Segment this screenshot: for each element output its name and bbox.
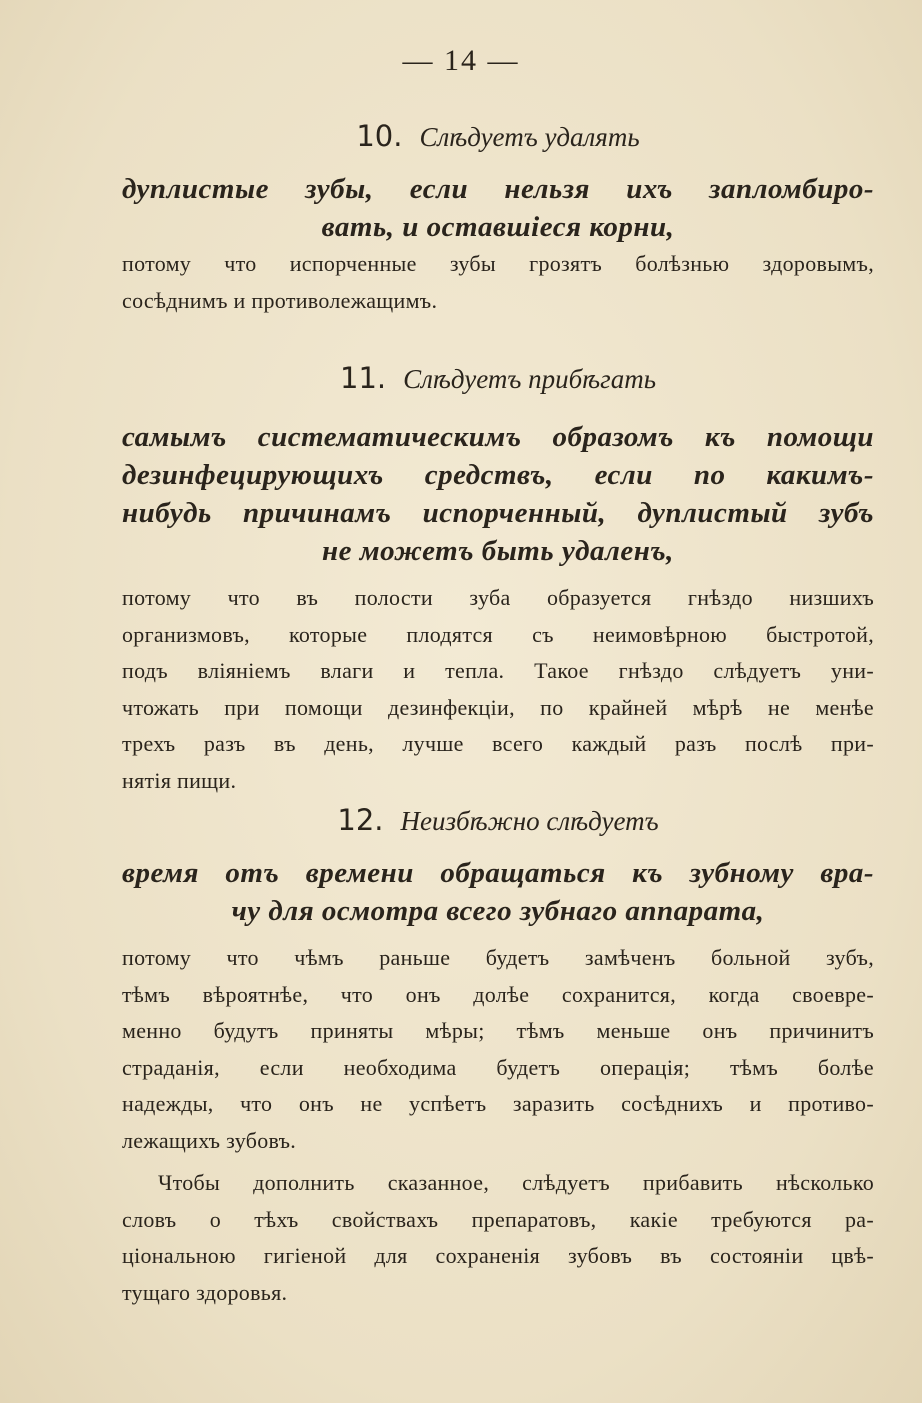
body-line: сосѣднимъ и противолежащимъ. [122, 287, 438, 313]
body-line: тущаго здоровья. [122, 1279, 288, 1305]
section-heading-word: Неизбѣжно слѣдуетъ [400, 806, 659, 836]
section-heading-word: Слѣдуетъ удалять [419, 122, 640, 152]
section-number: 10. [356, 119, 403, 153]
body-line: потому что испорченные зубы грозятъ болѣзнью здоровымъ, [122, 251, 874, 276]
lead-line: не можетъ быть удаленъ, [322, 535, 674, 567]
body-line: чтожать при помощи дезинфекціи, по крайней мѣрѣ не менѣе [122, 694, 874, 720]
section-lead [122, 854, 874, 930]
body-line: тѣмъ вѣроятнѣе, что онъ долѣе сохранится, когда своевре- [122, 981, 874, 1007]
section-body [122, 580, 874, 799]
body-line: потому что чѣмъ раньше будетъ замѣченъ больной зубъ, [122, 945, 874, 970]
lead-line: время отъ времени обращаться къ зубному вра- [122, 857, 874, 889]
section-body [122, 940, 874, 1159]
lead-line: дезинфецирующихъ средствъ, если по какимъ- [122, 459, 874, 491]
body-line: лежащихъ зубовъ. [122, 1127, 297, 1153]
section-number: 11. [340, 361, 387, 395]
body-line: подъ вліяніемъ влаги и тепла. Такое гнѣздо слѣдуетъ уни- [122, 658, 874, 683]
body-line: надежды, что онъ не успѣетъ заразить сосѣднихъ и противо- [122, 1091, 874, 1116]
lead-line: дуплистые зубы, если нельзя ихъ запломбиро- [122, 173, 874, 205]
lead-line: вать, и оставшіеся корни, [321, 211, 675, 243]
section-lead [122, 170, 874, 246]
body-line: организмовъ, которые плодятся съ неимовѣрною быстротой, [122, 621, 874, 647]
lead-line: самымъ систематическимъ образомъ къ помощи [122, 421, 874, 453]
body-line: словъ о тѣхъ свойствахъ препаратовъ, какіе требуются ра- [122, 1206, 874, 1232]
section-heading [122, 358, 874, 400]
lead-line: нибудь причинамъ испорченный, дуплистый зубъ [122, 497, 874, 529]
section-body [122, 246, 874, 319]
page-number: — 14 — [402, 44, 520, 77]
section-number: 12. [337, 803, 384, 837]
body-line: Чтобы дополнить сказанное, слѣдуетъ прибавить нѣсколько [158, 1170, 874, 1195]
section-lead [122, 418, 874, 570]
section-heading [122, 116, 874, 158]
body-line: ціональною гигіеной для сохраненія зубовъ въ состояніи цвѣ- [122, 1243, 874, 1268]
section-heading [122, 800, 874, 842]
body-line: трехъ разъ въ день, лучше всего каждый разъ послѣ при- [122, 731, 874, 756]
lead-line: чу для осмотра всего зубнаго аппарата, [231, 895, 765, 927]
section-10 [122, 116, 874, 319]
body-line: нятія пищи. [122, 767, 237, 793]
section-12 [122, 800, 874, 1311]
section-11 [122, 358, 874, 799]
section-heading-word: Слѣдуетъ прибѣгать [403, 364, 656, 394]
body-line: потому что въ полости зуба образуется гнѣздо низшихъ [122, 585, 874, 610]
body-line: страданія, если необходима будетъ операція; тѣмъ болѣе [122, 1054, 874, 1080]
closing-paragraph [122, 1165, 874, 1311]
body-line: менно будутъ приняты мѣры; тѣмъ меньше онъ причинитъ [122, 1018, 874, 1043]
